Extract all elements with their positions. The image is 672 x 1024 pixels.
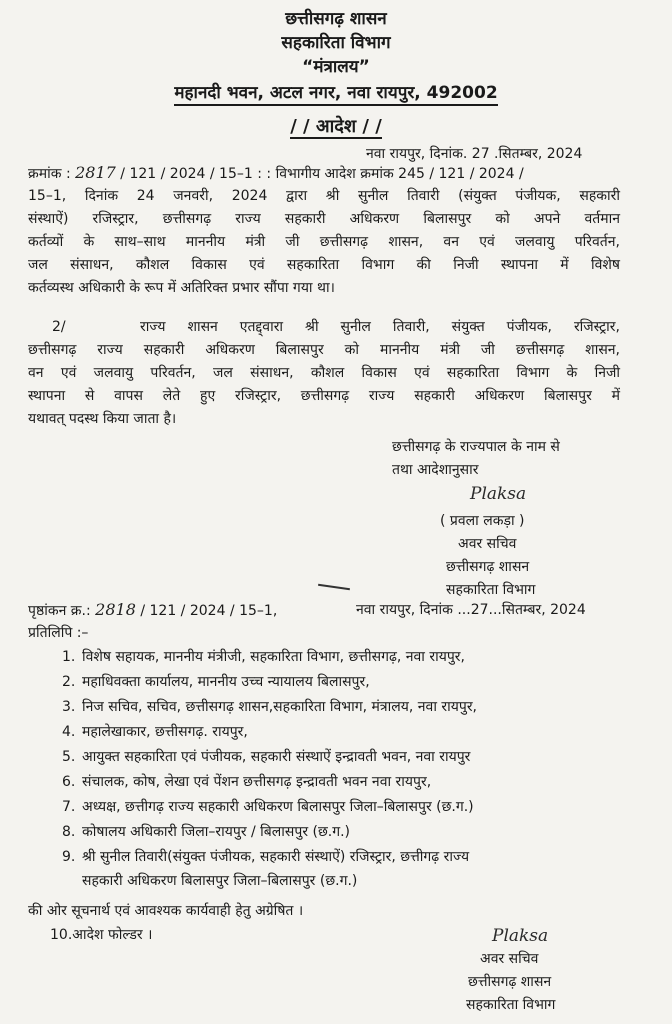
para1-line: जल संसाधन, कौशल विकास एवं सहकारिता विभाग की निजी स्थापना में विशेष: [28, 257, 620, 273]
order-number-prefix: क्रमांक :: [28, 166, 71, 182]
forward-note: की ओर सूचनार्थ एवं आवश्यक कार्यवाही हेतु अग्रेषित ।: [28, 903, 304, 919]
order-place-date: नवा रायपुर, दिनांक. 27 .सितम्बर, 2024: [366, 146, 583, 162]
para1-line: विभागीय आदेश क्रमांक 245 / 121 / 2024 /: [275, 166, 524, 182]
header-govt: छत्तीसगढ़ शासन: [285, 9, 387, 29]
para1-line: कर्तव्यों के साथ–साथ माननीय मंत्री जी छत्तीसगढ़ शासन, वन एवं जलवायु परिवर्तन,: [28, 234, 620, 250]
authority-line2: तथा आदेशानुसार: [392, 462, 479, 478]
signatory-designation: अवर सचिव: [458, 536, 517, 552]
footer-designation: अवर सचिव: [480, 951, 539, 967]
para2-number: 2/: [52, 319, 66, 335]
para2-line: स्थापना से वापस लेते हुए रजिस्ट्रार, छत्तीसगढ़ राज्य सहकारी अधिकरण बिलासपुर में: [28, 388, 620, 404]
para2-line: राज्य शासन एतद्द्वारा श्री सुनील तिवारी, संयुक्त पंजीयक, रजिस्ट्रार,: [140, 319, 620, 335]
list-item: 8. कोषालय अधिकारी जिला–रायपुर / बिलासपुर (छ.ग.): [62, 824, 351, 840]
copy-label: प्रतिलिपि :–: [28, 625, 89, 641]
list-item: 7. अध्यक्ष, छत्तीगढ़ राज्य सहकारी अधिकरण बिलासपुर जिला–बिलासपुर (छ.ग.): [62, 799, 474, 815]
list-item: 3. निज सचिव, सचिव, छत्तीसगढ़ शासन,सहकारिता विभाग, मंत्रालय, नवा रायपुर,: [62, 699, 477, 715]
list-item: 9. श्री सुनील तिवारी(संयुक्त पंजीयक, सहकारी संस्थाऐं) रजिस्ट्रार, छत्तीगढ़ राज्य: [62, 849, 470, 865]
list-item-continuation: सहकारी अधिकरण बिलासपुर जिला–बिलासपुर (छ.ग.): [82, 873, 358, 889]
para1-line: कर्तव्यस्थ अधिकारी के रूप में अतिरिक्त प्रभार सौंपा गया था।: [28, 280, 335, 296]
signatory-name: ( प्रवला लकड़ा ): [440, 513, 525, 529]
header-mantralaya: “मंत्रालय”: [302, 57, 370, 77]
footer-govt: छत्तीसगढ़ शासन: [468, 974, 552, 990]
endorsement-handwritten: 2818: [95, 600, 136, 619]
pen-stroke: [318, 584, 350, 590]
signature: Plaksa: [470, 484, 527, 504]
para1-line: 15–1, दिनांक 24 जनवरी, 2024 द्वारा श्री सुनील तिवारी (संयुक्त पंजीयक, सहकारी: [28, 188, 620, 204]
list-item: 2. महाधिवक्ता कार्यालय, माननीय उच्च न्यायालय बिलासपुर,: [62, 674, 370, 690]
list-item: 6. संचालक, कोष, लेखा एवं पेंशन छत्तीसगढ़ इन्द्रावती भवन नवा रायपुर,: [62, 774, 432, 790]
endorsement-suffix: / 121 / 2024 / 15–1,: [140, 603, 278, 619]
footer-signature: Plaksa: [492, 926, 549, 946]
authority-line1: छत्तीसगढ़ के राज्यपाल के नाम से: [392, 439, 560, 455]
list-item: 1. विशेष सहायक, माननीय मंत्रीजी, सहकारिता विभाग, छत्तीसगढ़, नवा रायपुर,: [62, 649, 465, 665]
endorsement-place-date: नवा रायपुर, दिनांक ...27...सितम्बर, 2024: [356, 602, 586, 618]
list-item: 5. आयुक्त सहकारिता एवं पंजीयक, सहकारी संस्थाऐं इन्द्रावती भवन, नवा रायपुर: [62, 749, 471, 765]
order-number-handwritten: 2817: [75, 163, 116, 182]
header-dept: सहकारिता विभाग: [281, 33, 391, 53]
para2-line: यथावत् पदस्थ किया जाता है।: [28, 411, 177, 427]
folder-line: 10.आदेश फोल्डर ।: [50, 927, 153, 943]
list-item: 4. महालेखाकार, छत्तीसगढ़. रायपुर,: [62, 724, 248, 740]
order-number-line: [28, 164, 524, 183]
para2-line: वन एवं जलवायु परिवर्तन, जल संसाधन, कौशल विकास एवं सहकारिता विभाग के निजी: [28, 365, 620, 381]
header-address: महानदी भवन, अटल नगर, नवा रायपुर, 492002: [0, 82, 672, 104]
endorsement-prefix: पृष्ठांकन क्र.:: [28, 603, 91, 619]
order-number-suffix: / 121 / 2024 / 15–1 : :: [120, 166, 272, 182]
order-title: / / आदेश / /: [290, 116, 382, 137]
signatory-govt: छत्तीसगढ़ शासन: [446, 559, 530, 575]
para2-line: छत्तीसगढ़ राज्य सहकारी अधिकरण बिलासपुर को माननीय मंत्री जी छत्तीसगढ़ शासन,: [28, 342, 620, 358]
footer-dept: सहकारिता विभाग: [466, 997, 556, 1013]
signatory-dept: सहकारिता विभाग: [446, 582, 536, 598]
endorsement-line: [28, 601, 277, 620]
para1-line: संस्थाऐं) रजिस्ट्रार, छत्तीसगढ़ राज्य सहकारी अधिकरण बिलासपुर को अपने वर्तमान: [28, 211, 620, 227]
